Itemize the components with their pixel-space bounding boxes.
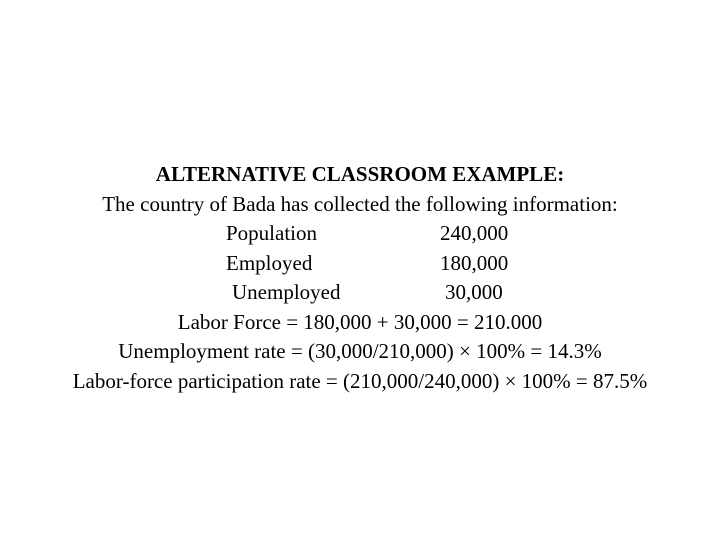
data-row-employed	[0, 249, 720, 279]
slide-title: ALTERNATIVE CLASSROOM EXAMPLE:	[155, 162, 565, 186]
data-row-unemployed	[0, 278, 720, 308]
row-label: Unemployed	[232, 280, 341, 304]
slide-content	[0, 160, 720, 396]
row-value: 240,000	[440, 221, 509, 245]
unemployment-rate-equation: Unemployment rate = (30,000/210,000) × 100% = 14.3%	[118, 339, 602, 363]
row-label: Employed	[226, 250, 313, 275]
labor-force-equation: Labor Force = 180,000 + 30,000 = 210.000	[177, 309, 543, 334]
row-value: 180,000	[440, 250, 509, 275]
intro-text: The country of Bada has collected the following information:	[102, 191, 618, 216]
row-value: 30,000	[445, 280, 503, 304]
participation-rate-equation: Labor-force participation rate = (210,000/240,000) × 100% = 87.5%	[72, 368, 648, 393]
row-label: Population	[226, 221, 318, 245]
data-row-population	[0, 219, 720, 249]
